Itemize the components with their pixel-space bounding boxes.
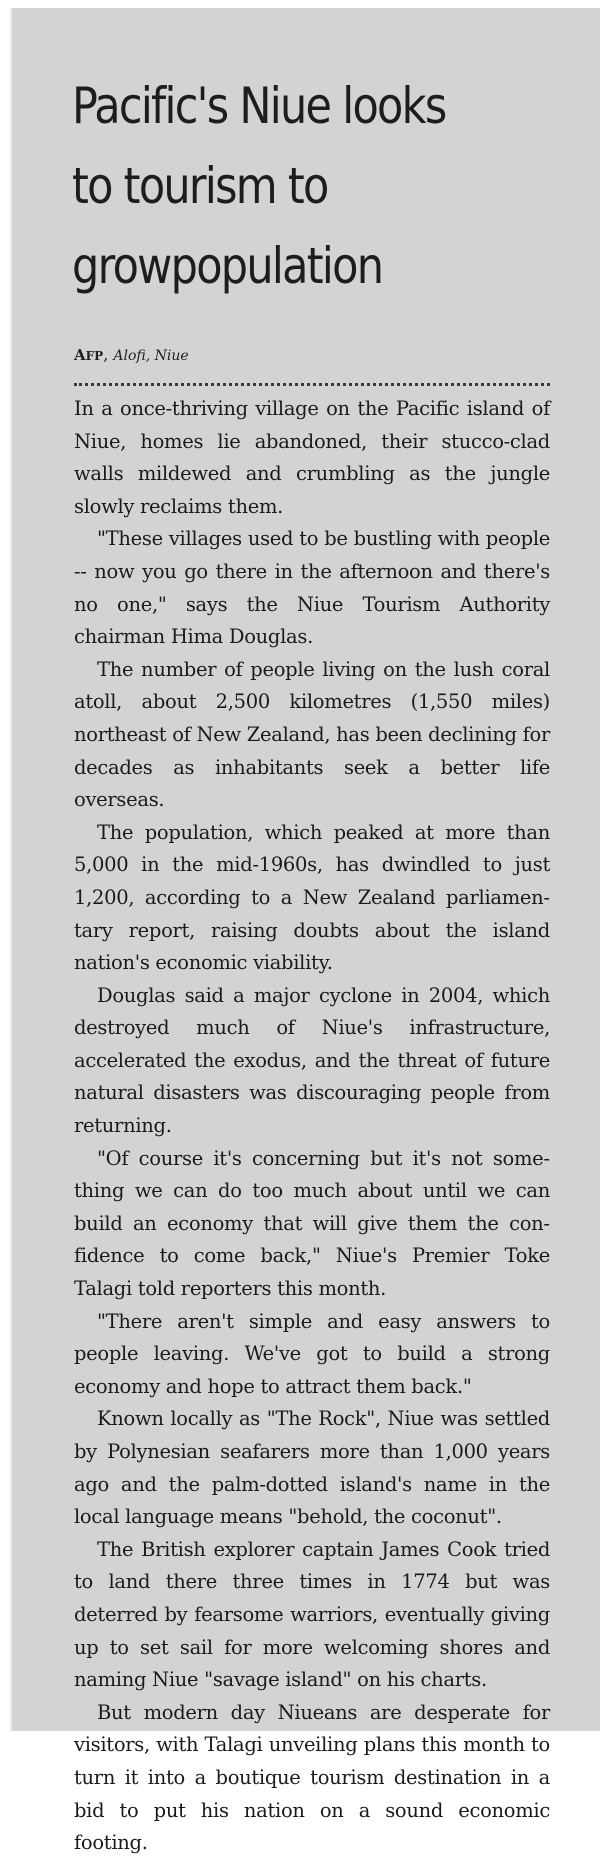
article-paragraph: "These villages used to be bustling with people -- now you go there in the afternoon and there's no one," says the Niue Tourism Authority chairman Hima Douglas.	[74, 527, 550, 649]
article-paragraph: The population, which peaked at more than 5,000 in the mid-1960s, has dwindled to just 1,200, according to a New Zealand parliamentary report, raising doubts about the island nation's economic viability.	[74, 820, 550, 975]
article-paragraph: The British explorer captain James Cook tried to land there three times in 1774 but was deterred by fearsome warriors, eventually giving up to set sail for more welcoming shores and naming Niue "savage island" on his charts.	[74, 1537, 550, 1692]
agency-rest: FP	[85, 349, 104, 363]
agency-initial: A	[74, 346, 86, 364]
article-paragraph: Douglas said a major cyclone in 2004, which destroyed much of Niue's infrastructure, accelerated the exodus, and the threat of future natural disasters was discouraging people from returning.	[74, 983, 550, 1138]
article-paragraph: "Of course it's concerning but it's not something we can do too much about until we can build an economy that will give them the confidence to come back," Niue's Premier Toke Talagi told reporters this month.	[74, 1146, 550, 1301]
dateline-place: Alofi, Niue	[113, 348, 189, 364]
article-paragraph: Known locally as "The Rock", Niue was settled by Polynesian seafarers more than 1,000 years ago and the palm-dotted island's name in the local language means "behold, the coconut".	[74, 1407, 550, 1529]
article-paragraph: But modern day Niueans are desperate for visitors, with Talagi unveiling plans this month to turn it into a boutique tourism destination in a bid to put his nation on a sound economic footing.	[74, 1700, 550, 1855]
dateline-agency	[74, 346, 103, 364]
article-paragraph: In a once-thriving village on the Pacific island of Niue, homes lie abandoned, their stucco-clad walls mildewed and crumbling as the jungle slowly reclaims them.	[74, 397, 550, 518]
headline: Pacific's Niue looks to tourism to growpopulation	[72, 77, 446, 295]
dateline-separator: ,	[103, 345, 114, 364]
article-paragraph: The number of people living on the lush coral atoll, about 2,500 kilometres (1,550 miles) northeast of New Zealand, has been declining for decades as inhabitants seek a better life overseas.	[74, 657, 550, 812]
dotted-divider	[74, 383, 550, 386]
dateline	[74, 345, 189, 364]
article-body	[74, 393, 550, 1860]
article-paragraph: "There aren't simple and easy answers to people leaving. We've got to build a strong economy and hope to attract them back."	[74, 1309, 550, 1398]
newspaper-clipping	[10, 8, 600, 1855]
